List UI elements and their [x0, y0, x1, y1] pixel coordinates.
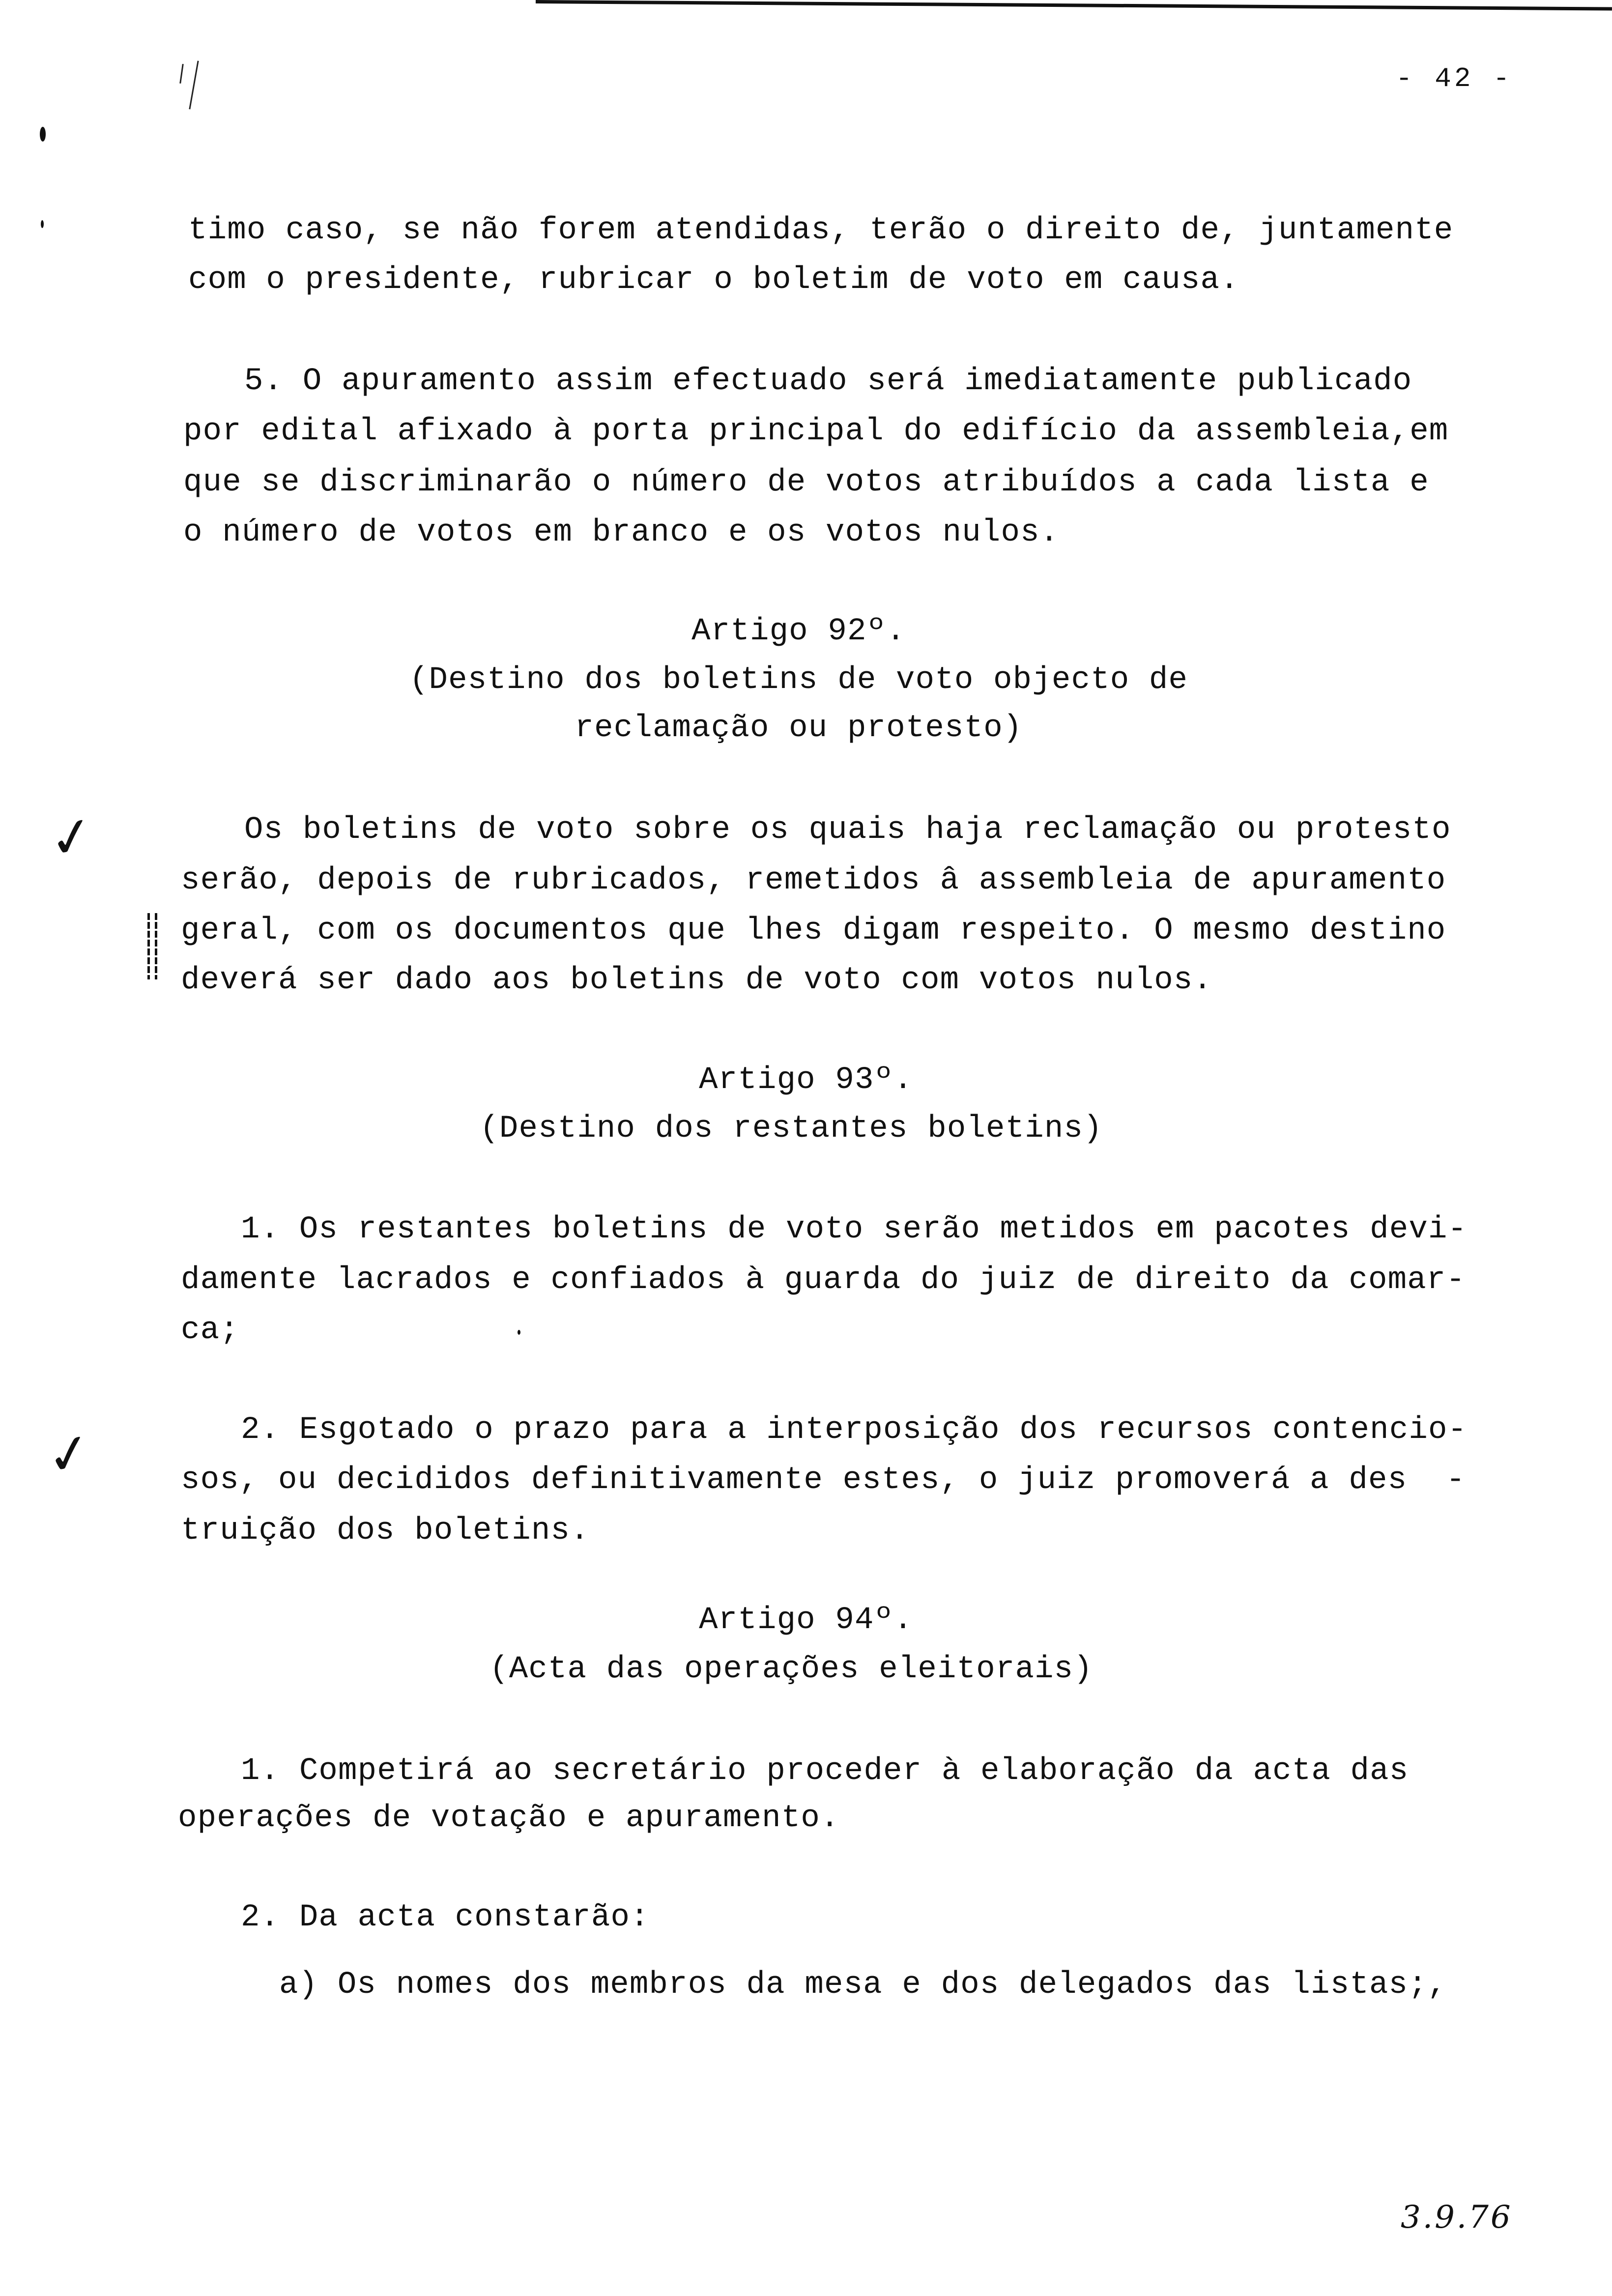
- margin-check-mark: ✓: [44, 802, 100, 873]
- handwritten-date-mark: 3.9.76: [1401, 2199, 1513, 2236]
- article-heading: Artigo 94º.: [699, 1603, 913, 1638]
- text-line: serão, depois de rubricados, remetidos â assembleia de apuramento: [181, 863, 1446, 898]
- text-line: 2. Da acta constarão:: [241, 1900, 650, 1935]
- text-line: com o presidente, rubricar o boletim de voto em causa.: [188, 262, 1239, 298]
- article-heading: Artigo 93º.: [699, 1062, 913, 1098]
- pen-slash-mark: [179, 64, 184, 84]
- text-line: ca;: [181, 1313, 239, 1348]
- text-line: operações de votação e apuramento.: [178, 1801, 840, 1836]
- stray-dot: [518, 1330, 520, 1335]
- margin-dot: [41, 220, 44, 228]
- text-line: 2. Esgotado o prazo para a interposição dos recursos contencio-: [241, 1412, 1468, 1448]
- text-line: damente lacrados e confiados à guarda do juiz de direito da comar-: [181, 1263, 1466, 1298]
- margin-check-mark: ✓: [41, 1419, 97, 1490]
- text-line: sos, ou decididos definitivamente estes, o juiz promoverá a des -: [181, 1463, 1466, 1498]
- article-subtitle: (Destino dos boletins de voto objecto de: [409, 662, 1188, 698]
- text-line: a) Os nomes dos membros da mesa e dos delegados das listas;,: [279, 1967, 1447, 2003]
- text-line: truição dos boletins.: [181, 1513, 590, 1549]
- text-line: deverá ser dado aos boletins de voto com votos nulos.: [181, 963, 1213, 998]
- article-subtitle: (Acta das operações eleitorais): [489, 1652, 1093, 1687]
- article-subtitle: (Destino dos restantes boletins): [480, 1111, 1103, 1147]
- text-line: 1. Competirá ao secretário proceder à elaboração da acta das: [241, 1753, 1409, 1789]
- text-line: por edital afixado à porta principal do edifício da assembleia,em: [183, 414, 1449, 449]
- article-subtitle: reclamação ou protesto): [575, 711, 1023, 746]
- page-number: - 42 -: [1396, 63, 1513, 94]
- margin-vertical-bars: [147, 913, 158, 979]
- text-line: geral, com os documentos que lhes digam respeito. O mesmo destino: [181, 913, 1446, 948]
- text-line: que se discriminarão o número de votos atribuídos a cada lista e: [183, 465, 1429, 500]
- text-line: 1. Os restantes boletins de voto serão metidos em pacotes devi-: [241, 1212, 1468, 1247]
- top-edge-rule: [536, 0, 1612, 22]
- text-line: timo caso, se não forem atendidas, terão o direito de, juntamente: [188, 213, 1454, 248]
- article-heading: Artigo 92º.: [691, 614, 906, 649]
- text-line: 5. O apuramento assim efectuado será imediatamente publicado: [244, 364, 1412, 399]
- margin-ink-blot: [40, 127, 46, 142]
- text-line: Os boletins de voto sobre os quais haja reclamação ou protesto: [244, 812, 1451, 848]
- pen-slash-mark: [189, 60, 199, 109]
- text-line: o número de votos em branco e os votos nulos.: [183, 515, 1060, 550]
